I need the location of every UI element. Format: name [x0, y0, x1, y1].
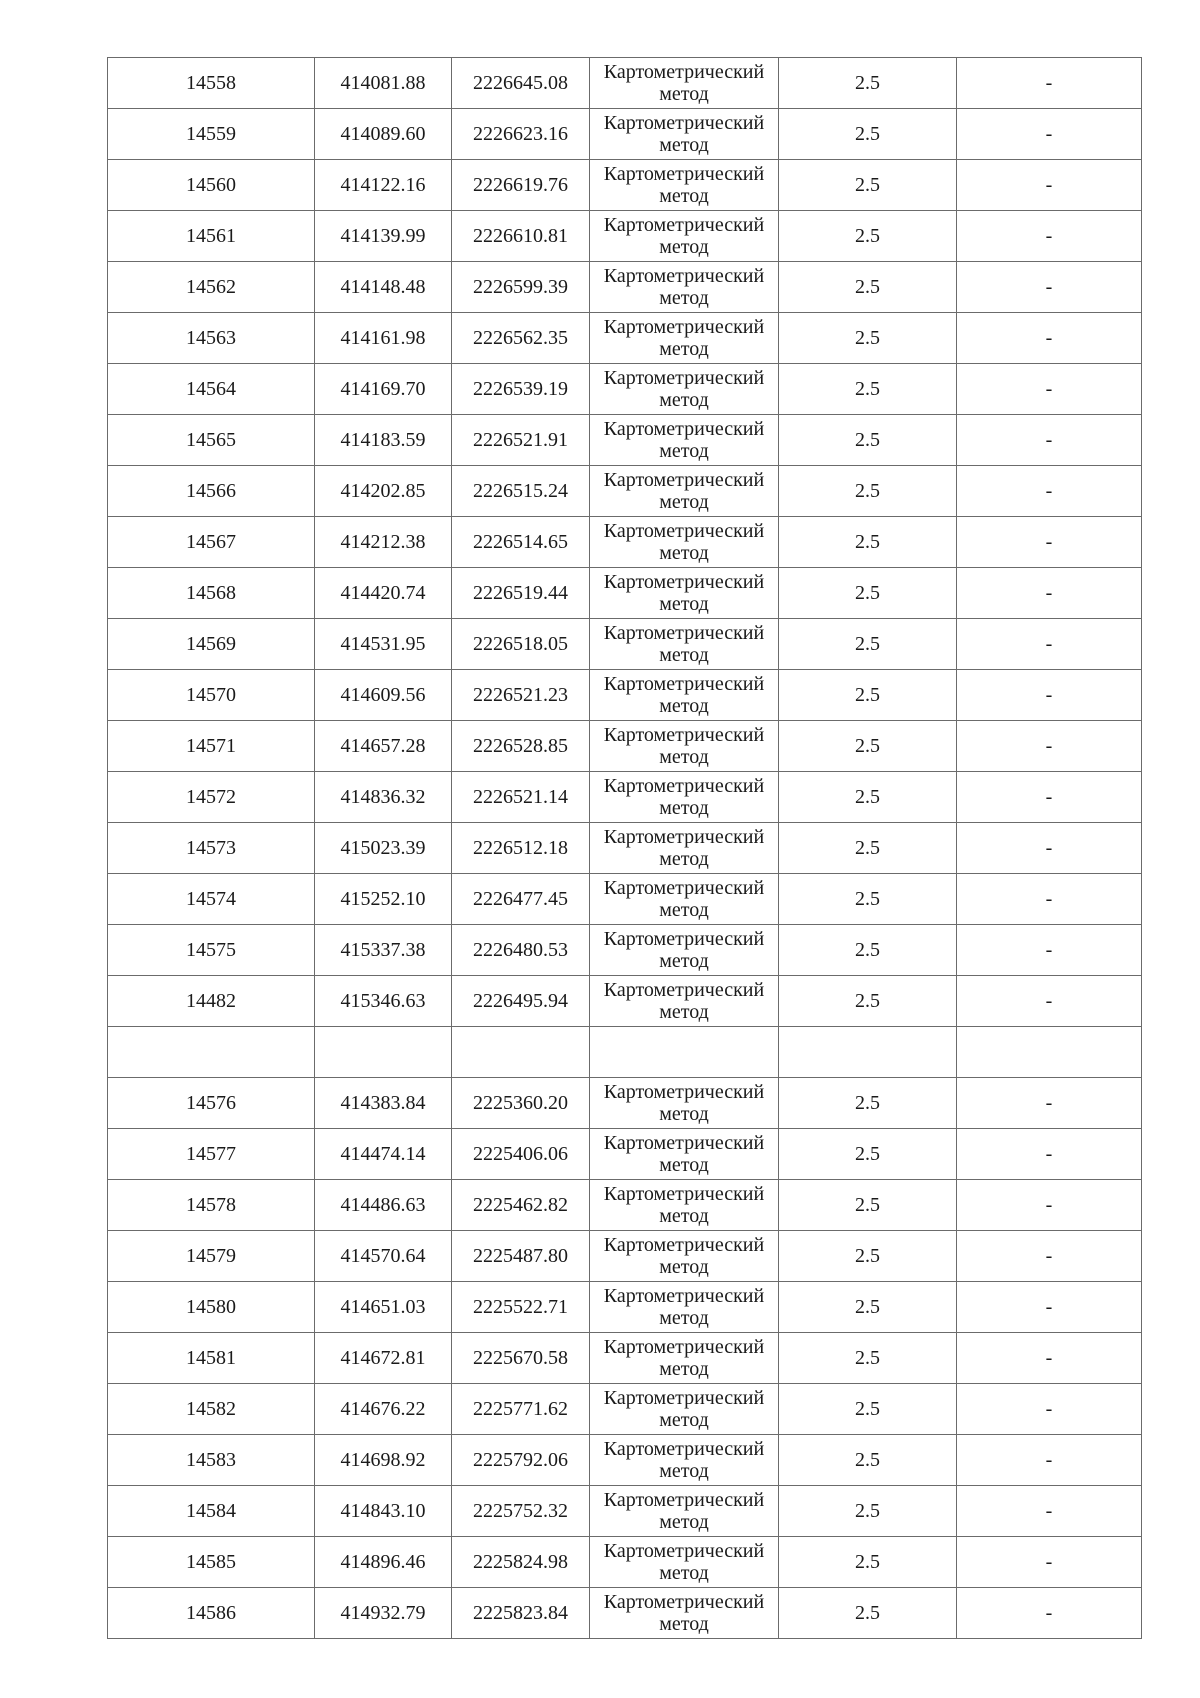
method-cell — [590, 568, 779, 619]
point-number-cell — [108, 1027, 315, 1078]
method-line-1: Картометрический — [603, 928, 765, 950]
y-coordinate-cell: 2226519.44 — [452, 568, 590, 619]
method-cell — [590, 1588, 779, 1639]
accuracy-cell: 2.5 — [779, 1333, 957, 1384]
x-coordinate-cell: 414651.03 — [315, 1282, 452, 1333]
table-row — [108, 772, 1142, 823]
accuracy-cell: 2.5 — [779, 568, 957, 619]
method-line-1: Картометрический — [603, 979, 765, 1001]
x-coordinate-cell: 414139.99 — [315, 211, 452, 262]
table-row — [108, 568, 1142, 619]
table-row — [108, 925, 1142, 976]
point-number-cell: 14566 — [108, 466, 315, 517]
x-coordinate-cell: 414161.98 — [315, 313, 452, 364]
accuracy-cell: 2.5 — [779, 211, 957, 262]
x-coordinate-cell: 414169.70 — [315, 364, 452, 415]
method-line-1: Картометрический — [603, 214, 765, 236]
y-coordinate-cell: 2225792.06 — [452, 1435, 590, 1486]
method-line-1: Картометрический — [603, 622, 765, 644]
table-row — [108, 415, 1142, 466]
method-line-1: Картометрический — [603, 469, 765, 491]
y-coordinate-cell: 2226599.39 — [452, 262, 590, 313]
table-row — [108, 364, 1142, 415]
method-line-1: Картометрический — [603, 520, 765, 542]
y-coordinate-cell: 2226521.91 — [452, 415, 590, 466]
method-line-2: метод — [659, 134, 709, 156]
x-coordinate-cell: 414531.95 — [315, 619, 452, 670]
x-coordinate-cell: 414122.16 — [315, 160, 452, 211]
y-coordinate-cell: 2226528.85 — [452, 721, 590, 772]
table-row — [108, 1027, 1142, 1078]
x-coordinate-cell: 414383.84 — [315, 1078, 452, 1129]
accuracy-cell: 2.5 — [779, 262, 957, 313]
method-line-2: метод — [659, 1409, 709, 1431]
point-number-cell: 14577 — [108, 1129, 315, 1180]
y-coordinate-cell: 2225752.32 — [452, 1486, 590, 1537]
method-line-2: метод — [659, 848, 709, 870]
accuracy-cell: 2.5 — [779, 1435, 957, 1486]
y-coordinate-cell: 2226515.24 — [452, 466, 590, 517]
table-row — [108, 58, 1142, 109]
method-cell — [590, 415, 779, 466]
x-coordinate-cell: 414148.48 — [315, 262, 452, 313]
accuracy-cell: 2.5 — [779, 1537, 957, 1588]
method-cell — [590, 364, 779, 415]
x-coordinate-cell: 414896.46 — [315, 1537, 452, 1588]
accuracy-cell: 2.5 — [779, 58, 957, 109]
method-line-1: Картометрический — [603, 61, 765, 83]
point-number-cell: 14569 — [108, 619, 315, 670]
note-cell: - — [957, 721, 1142, 772]
method-cell — [590, 823, 779, 874]
method-line-2: метод — [659, 746, 709, 768]
coordinates-table-body — [108, 58, 1142, 1639]
accuracy-cell: 2.5 — [779, 721, 957, 772]
x-coordinate-cell: 414836.32 — [315, 772, 452, 823]
method-cell — [590, 517, 779, 568]
x-coordinate-cell: 414570.64 — [315, 1231, 452, 1282]
accuracy-cell: 2.5 — [779, 1231, 957, 1282]
method-line-1: Картометрический — [603, 1183, 765, 1205]
method-line-2: метод — [659, 236, 709, 258]
point-number-cell: 14571 — [108, 721, 315, 772]
note-cell: - — [957, 1231, 1142, 1282]
note-cell: - — [957, 1486, 1142, 1537]
method-line-2: метод — [659, 1358, 709, 1380]
point-number-cell: 14580 — [108, 1282, 315, 1333]
y-coordinate-cell: 2226623.16 — [452, 109, 590, 160]
table-row — [108, 619, 1142, 670]
method-cell — [590, 1282, 779, 1333]
point-number-cell: 14559 — [108, 109, 315, 160]
note-cell: - — [957, 160, 1142, 211]
accuracy-cell: 2.5 — [779, 1129, 957, 1180]
y-coordinate-cell: 2226514.65 — [452, 517, 590, 568]
y-coordinate-cell: 2226477.45 — [452, 874, 590, 925]
point-number-cell: 14568 — [108, 568, 315, 619]
method-cell — [590, 160, 779, 211]
point-number-cell: 14567 — [108, 517, 315, 568]
table-row — [108, 211, 1142, 262]
x-coordinate-cell: 414672.81 — [315, 1333, 452, 1384]
accuracy-cell: 2.5 — [779, 1384, 957, 1435]
method-cell — [590, 670, 779, 721]
note-cell: - — [957, 1129, 1142, 1180]
accuracy-cell: 2.5 — [779, 874, 957, 925]
method-line-1: Картометрический — [603, 1234, 765, 1256]
x-coordinate-cell: 414420.74 — [315, 568, 452, 619]
note-cell: - — [957, 58, 1142, 109]
table-row — [108, 1435, 1142, 1486]
note-cell: - — [957, 1078, 1142, 1129]
method-cell — [590, 58, 779, 109]
point-number-cell: 14572 — [108, 772, 315, 823]
note-cell: - — [957, 262, 1142, 313]
y-coordinate-cell: 2225771.62 — [452, 1384, 590, 1435]
point-number-cell: 14582 — [108, 1384, 315, 1435]
method-line-1: Картометрический — [603, 724, 765, 746]
note-cell: - — [957, 1384, 1142, 1435]
method-line-2: метод — [659, 440, 709, 462]
accuracy-cell: 2.5 — [779, 415, 957, 466]
y-coordinate-cell: 2226539.19 — [452, 364, 590, 415]
point-number-cell: 14560 — [108, 160, 315, 211]
method-line-2: метод — [659, 185, 709, 207]
x-coordinate-cell: 415337.38 — [315, 925, 452, 976]
method-line-2: метод — [659, 389, 709, 411]
point-number-cell: 14570 — [108, 670, 315, 721]
note-cell: - — [957, 1282, 1142, 1333]
x-coordinate-cell: 414609.56 — [315, 670, 452, 721]
method-line-1: Картометрический — [603, 1540, 765, 1562]
method-cell — [590, 874, 779, 925]
method-line-2: метод — [659, 83, 709, 105]
method-cell — [590, 976, 779, 1027]
x-coordinate-cell: 414843.10 — [315, 1486, 452, 1537]
x-coordinate-cell: 414202.85 — [315, 466, 452, 517]
y-coordinate-cell: 2226619.76 — [452, 160, 590, 211]
method-line-2: метод — [659, 1511, 709, 1533]
x-coordinate-cell: 414089.60 — [315, 109, 452, 160]
y-coordinate-cell: 2225823.84 — [452, 1588, 590, 1639]
method-line-2: метод — [659, 1613, 709, 1635]
point-number-cell: 14564 — [108, 364, 315, 415]
y-coordinate-cell: 2226521.23 — [452, 670, 590, 721]
method-line-2: метод — [659, 593, 709, 615]
method-cell — [590, 619, 779, 670]
method-line-1: Картометрический — [603, 1081, 765, 1103]
note-cell: - — [957, 1435, 1142, 1486]
method-line-2: метод — [659, 1154, 709, 1176]
method-cell — [590, 1384, 779, 1435]
x-coordinate-cell: 414676.22 — [315, 1384, 452, 1435]
accuracy-cell: 2.5 — [779, 1486, 957, 1537]
table-row — [108, 1129, 1142, 1180]
note-cell: - — [957, 823, 1142, 874]
method-line-1: Картометрический — [603, 1438, 765, 1460]
method-line-1: Картометрический — [603, 1387, 765, 1409]
table-row — [108, 1282, 1142, 1333]
method-line-1: Картометрический — [603, 367, 765, 389]
point-number-cell: 14575 — [108, 925, 315, 976]
method-cell — [590, 1486, 779, 1537]
y-coordinate-cell: 2226645.08 — [452, 58, 590, 109]
method-line-1: Картометрический — [603, 163, 765, 185]
note-cell: - — [957, 211, 1142, 262]
accuracy-cell: 2.5 — [779, 1180, 957, 1231]
method-line-2: метод — [659, 1307, 709, 1329]
y-coordinate-cell: 2226518.05 — [452, 619, 590, 670]
method-line-1: Картометрический — [603, 316, 765, 338]
y-coordinate-cell: 2225522.71 — [452, 1282, 590, 1333]
x-coordinate-cell: 414932.79 — [315, 1588, 452, 1639]
point-number-cell: 14584 — [108, 1486, 315, 1537]
note-cell: - — [957, 466, 1142, 517]
accuracy-cell: 2.5 — [779, 364, 957, 415]
point-number-cell: 14586 — [108, 1588, 315, 1639]
method-cell — [590, 466, 779, 517]
accuracy-cell: 2.5 — [779, 1282, 957, 1333]
x-coordinate-cell: 414183.59 — [315, 415, 452, 466]
x-coordinate-cell: 414698.92 — [315, 1435, 452, 1486]
x-coordinate-cell: 414212.38 — [315, 517, 452, 568]
table-row — [108, 1180, 1142, 1231]
method-cell — [590, 1435, 779, 1486]
method-line-1: Картометрический — [603, 673, 765, 695]
note-cell: - — [957, 925, 1142, 976]
method-cell — [590, 1129, 779, 1180]
point-number-cell: 14565 — [108, 415, 315, 466]
method-line-2: метод — [659, 695, 709, 717]
method-cell — [590, 313, 779, 364]
method-line-1: Картометрический — [603, 418, 765, 440]
method-cell — [590, 109, 779, 160]
table-row — [108, 874, 1142, 925]
table-row — [108, 1588, 1142, 1639]
table-row — [108, 721, 1142, 772]
table-row — [108, 313, 1142, 364]
table-row — [108, 1537, 1142, 1588]
accuracy-cell: 2.5 — [779, 1078, 957, 1129]
accuracy-cell: 2.5 — [779, 517, 957, 568]
note-cell: - — [957, 670, 1142, 721]
note-cell: - — [957, 874, 1142, 925]
y-coordinate-cell: 2226512.18 — [452, 823, 590, 874]
y-coordinate-cell: 2225360.20 — [452, 1078, 590, 1129]
method-cell — [590, 925, 779, 976]
method-line-2: метод — [659, 1205, 709, 1227]
table-row — [108, 1078, 1142, 1129]
method-line-2: метод — [659, 899, 709, 921]
accuracy-cell: 2.5 — [779, 109, 957, 160]
accuracy-cell — [779, 1027, 957, 1078]
note-cell: - — [957, 568, 1142, 619]
point-number-cell: 14581 — [108, 1333, 315, 1384]
method-line-2: метод — [659, 797, 709, 819]
note-cell: - — [957, 415, 1142, 466]
method-line-2: метод — [659, 1103, 709, 1125]
note-cell: - — [957, 364, 1142, 415]
method-line-1: Картометрический — [603, 1489, 765, 1511]
method-line-1: Картометрический — [603, 112, 765, 134]
method-line-2: метод — [659, 644, 709, 666]
note-cell: - — [957, 619, 1142, 670]
table-row — [108, 1231, 1142, 1282]
point-number-cell: 14585 — [108, 1537, 315, 1588]
method-line-1: Картометрический — [603, 1591, 765, 1613]
x-coordinate-cell — [315, 1027, 452, 1078]
point-number-cell: 14558 — [108, 58, 315, 109]
method-line-2: метод — [659, 542, 709, 564]
x-coordinate-cell: 414657.28 — [315, 721, 452, 772]
method-line-2: метод — [659, 1001, 709, 1023]
y-coordinate-cell: 2226521.14 — [452, 772, 590, 823]
point-number-cell: 14578 — [108, 1180, 315, 1231]
x-coordinate-cell: 415346.63 — [315, 976, 452, 1027]
note-cell: - — [957, 517, 1142, 568]
y-coordinate-cell: 2225824.98 — [452, 1537, 590, 1588]
note-cell: - — [957, 313, 1142, 364]
accuracy-cell: 2.5 — [779, 160, 957, 211]
method-cell — [590, 1333, 779, 1384]
note-cell: - — [957, 772, 1142, 823]
accuracy-cell: 2.5 — [779, 619, 957, 670]
point-number-cell: 14562 — [108, 262, 315, 313]
y-coordinate-cell: 2226495.94 — [452, 976, 590, 1027]
y-coordinate-cell: 2225670.58 — [452, 1333, 590, 1384]
method-cell — [590, 1537, 779, 1588]
accuracy-cell: 2.5 — [779, 823, 957, 874]
y-coordinate-cell: 2225462.82 — [452, 1180, 590, 1231]
accuracy-cell: 2.5 — [779, 976, 957, 1027]
y-coordinate-cell — [452, 1027, 590, 1078]
method-line-1: Картометрический — [603, 775, 765, 797]
table-row — [108, 1333, 1142, 1384]
note-cell: - — [957, 1588, 1142, 1639]
method-cell — [590, 1027, 779, 1078]
note-cell: - — [957, 1333, 1142, 1384]
accuracy-cell: 2.5 — [779, 772, 957, 823]
method-line-2: метод — [659, 950, 709, 972]
y-coordinate-cell: 2226610.81 — [452, 211, 590, 262]
note-cell — [957, 1027, 1142, 1078]
y-coordinate-cell: 2226562.35 — [452, 313, 590, 364]
method-line-1: Картометрический — [603, 826, 765, 848]
point-number-cell: 14573 — [108, 823, 315, 874]
table-row — [108, 517, 1142, 568]
x-coordinate-cell: 415252.10 — [315, 874, 452, 925]
method-line-2: метод — [659, 287, 709, 309]
method-line-1: Картометрический — [603, 1285, 765, 1307]
note-cell: - — [957, 976, 1142, 1027]
table-row — [108, 262, 1142, 313]
method-line-2: метод — [659, 491, 709, 513]
note-cell: - — [957, 1180, 1142, 1231]
method-cell — [590, 721, 779, 772]
accuracy-cell: 2.5 — [779, 466, 957, 517]
y-coordinate-cell: 2225406.06 — [452, 1129, 590, 1180]
table-row — [108, 670, 1142, 721]
point-number-cell: 14482 — [108, 976, 315, 1027]
x-coordinate-cell: 415023.39 — [315, 823, 452, 874]
y-coordinate-cell: 2226480.53 — [452, 925, 590, 976]
method-line-1: Картометрический — [603, 877, 765, 899]
table-row — [108, 109, 1142, 160]
accuracy-cell: 2.5 — [779, 313, 957, 364]
y-coordinate-cell: 2225487.80 — [452, 1231, 590, 1282]
note-cell: - — [957, 109, 1142, 160]
method-line-2: метод — [659, 338, 709, 360]
point-number-cell: 14576 — [108, 1078, 315, 1129]
table-row — [108, 160, 1142, 211]
method-cell — [590, 772, 779, 823]
x-coordinate-cell: 414486.63 — [315, 1180, 452, 1231]
method-line-1: Картометрический — [603, 571, 765, 593]
method-line-2: метод — [659, 1256, 709, 1278]
table-row — [108, 466, 1142, 517]
table-row — [108, 1486, 1142, 1537]
accuracy-cell: 2.5 — [779, 925, 957, 976]
table-row — [108, 823, 1142, 874]
coordinates-table — [107, 57, 1142, 1639]
method-cell — [590, 262, 779, 313]
accuracy-cell: 2.5 — [779, 1588, 957, 1639]
point-number-cell: 14563 — [108, 313, 315, 364]
method-cell — [590, 211, 779, 262]
method-line-2: метод — [659, 1460, 709, 1482]
x-coordinate-cell: 414081.88 — [315, 58, 452, 109]
point-number-cell: 14579 — [108, 1231, 315, 1282]
method-line-1: Картометрический — [603, 1132, 765, 1154]
accuracy-cell: 2.5 — [779, 670, 957, 721]
table-row — [108, 1384, 1142, 1435]
method-line-2: метод — [659, 1562, 709, 1584]
point-number-cell: 14561 — [108, 211, 315, 262]
method-cell — [590, 1078, 779, 1129]
method-cell — [590, 1180, 779, 1231]
method-line-1: Картометрический — [603, 1336, 765, 1358]
method-cell — [590, 1231, 779, 1282]
point-number-cell: 14583 — [108, 1435, 315, 1486]
method-line-1: Картометрический — [603, 265, 765, 287]
table-row — [108, 976, 1142, 1027]
note-cell: - — [957, 1537, 1142, 1588]
point-number-cell: 14574 — [108, 874, 315, 925]
x-coordinate-cell: 414474.14 — [315, 1129, 452, 1180]
